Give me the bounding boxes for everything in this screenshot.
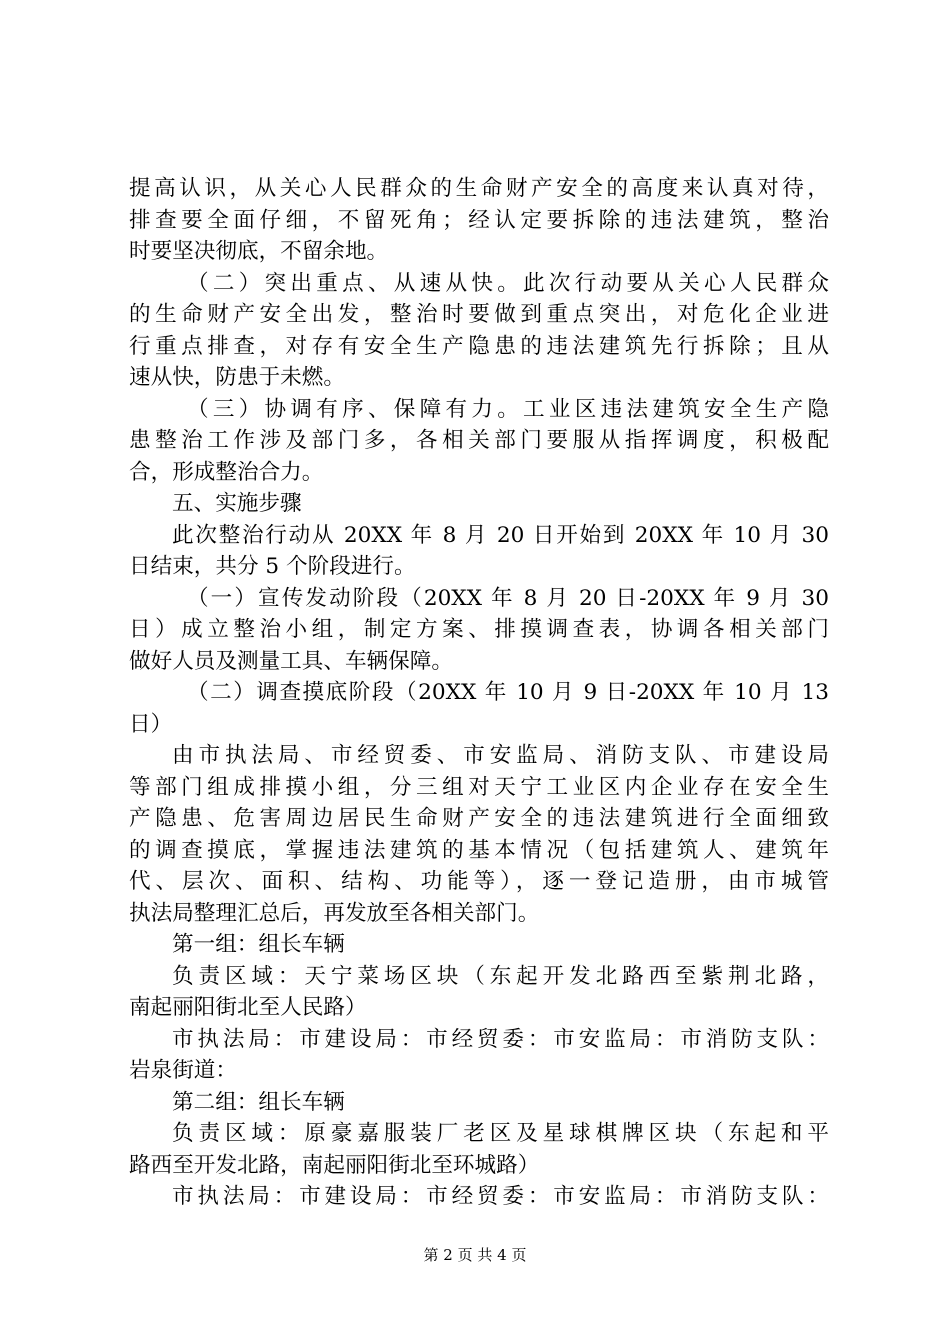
text-line: 日结束，共分 5 个阶段进行。 xyxy=(129,554,416,579)
text-line: 负责区域：原豪嘉服装厂老区及星球棋牌区块（东起和平 xyxy=(172,1121,829,1146)
text-line: 等部门组成排摸小组，分三组对天宁工业区内企业存在安全生 xyxy=(129,774,829,800)
text-line: 日）成立整治小组，制定方案、排摸调查表，协调各相关部门 xyxy=(129,617,829,642)
text-line: 市执法局：市建设局：市经贸委：市安监局：市消防支队： xyxy=(172,1026,829,1052)
text-line: 路西至开发北路，南起丽阳街北至环城路） xyxy=(129,1152,540,1178)
document-body xyxy=(129,173,829,1213)
section-heading-5: 五、实施步骤 xyxy=(172,491,302,516)
text-line: 患整治工作涉及部门多，各相关部门要服从指挥调度，积极配 xyxy=(129,428,829,453)
text-line: 做好人员及测量工具、车辆保障。 xyxy=(129,648,453,674)
stage-heading-2: （二）调查摸底阶段（20XX 年 10 月 9 日-20XX 年 10 月 13 xyxy=(187,680,829,705)
text-line: 负责区域：天宁菜场区块（东起开发北路西至紫荆北路， xyxy=(172,963,829,989)
text-line: 的调查摸底，掌握违法建筑的基本情况（包括建筑人、建筑年 xyxy=(129,837,829,863)
text-line: 市执法局：市建设局：市经贸委：市安监局：市消防支队： xyxy=(172,1184,829,1209)
page-footer xyxy=(0,1245,950,1265)
text-line: 岩泉街道： xyxy=(129,1058,237,1083)
group-heading-1: 第一组：组长车辆 xyxy=(172,932,345,957)
text-line: 代、层次、面积、结构、功能等），逐一登记造册，由市城管 xyxy=(129,869,829,894)
text-line: 此次整治行动从 20XX 年 8 月 20 日开始到 20XX 年 10 月 30 xyxy=(172,522,829,548)
text-line: 南起丽阳街北至人民路） xyxy=(129,995,367,1020)
paragraph-heading-2: （二）突出重点、从速从快。此次行动要从关心人民群众 xyxy=(187,270,829,296)
text-line: 产隐患、危害周边居民生命财产安全的违法建筑进行全面细致 xyxy=(129,806,829,831)
stage-heading-1: （一）宣传发动阶段（20XX 年 8 月 20 日-20XX 年 9 月 30 xyxy=(187,585,829,611)
text-line: 日） xyxy=(129,711,173,737)
text-line: 速从快，防患于未燃。 xyxy=(129,365,345,390)
group-heading-2: 第二组：组长车辆 xyxy=(172,1089,345,1115)
text-line: 排查要全面仔细，不留死角；经认定要拆除的违法建筑，整治 xyxy=(129,207,829,233)
text-line: 合，形成整治合力。 xyxy=(129,459,324,485)
page-number-label: 第 2 页 共 4 页 xyxy=(423,1246,527,1264)
text-line: 执法局整理汇总后，再发放至各相关部门。 xyxy=(129,900,540,926)
text-line: 行重点排查，对存有安全生产隐患的违法建筑先行拆除；且从 xyxy=(129,333,829,359)
text-line: 的生命财产安全出发，整治时要做到重点突出，对危化企业进 xyxy=(129,302,829,327)
text-line: 时要坚决彻底，不留余地。 xyxy=(129,239,389,264)
text-line: 提高认识，从关心人民群众的生命财产安全的高度来认真对待， xyxy=(129,176,829,201)
text-line: 由市执法局、市经贸委、市安监局、消防支队、市建设局 xyxy=(172,743,829,768)
paragraph-heading-3: （三）协调有序、保障有力。工业区违法建筑安全生产隐 xyxy=(187,396,829,422)
